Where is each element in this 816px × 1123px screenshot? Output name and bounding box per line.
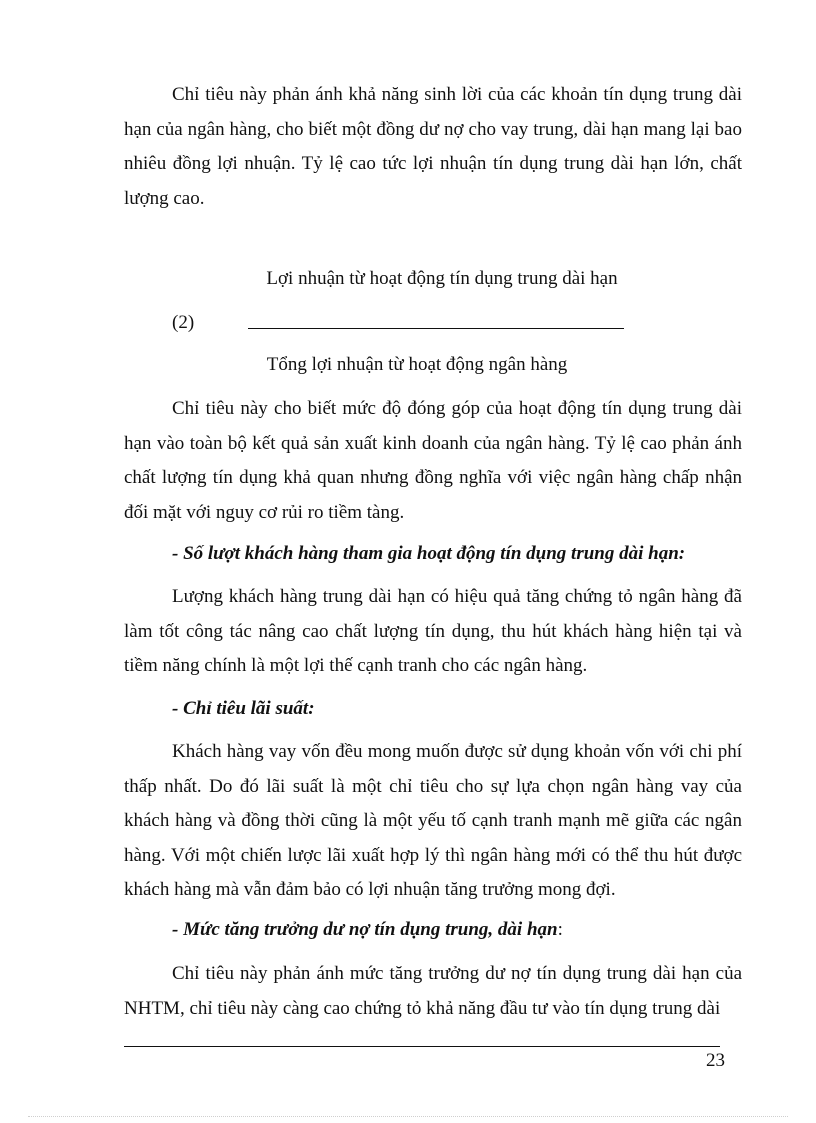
heading-interest-rate: - Chỉ tiêu lãi suất: xyxy=(172,698,315,719)
paragraph-interest-rate: Khách hàng vay vốn đều mong muốn được sử dụng khoản vốn với chi phí thấp nhất. Do đó lãi suất là một chỉ tiêu cho sự lựa chọn ngân hàng vay của khách hàng và đồng thời cũng là một yếu tố cạnh tranh mạnh mẽ giữa các ngân hàng. Với một chiến lược lãi xuất hợp lý thì ngân hàng mới có thể thu hút được khách hàng mà vẫn đảm bảo có lợi nhuận tăng trưởng mong đợi. xyxy=(124,741,742,900)
paragraph-customers: Lượng khách hàng trung dài hạn có hiệu quả tăng chứng tỏ ngân hàng đã làm tốt công tác nâng cao chất lượng tín dụng, thu hút khách hàng hiện tại và tiềm năng chính là một lợi thế cạnh tranh cho các ngân hàng. xyxy=(124,586,742,676)
formula-numerator: Lợi nhuận từ hoạt động tín dụng trung dài hạn xyxy=(266,268,618,289)
page-number: 23 xyxy=(706,1050,725,1071)
page-bottom-border xyxy=(28,1116,788,1117)
formula-denominator: Tổng lợi nhuận từ hoạt động ngân hàng xyxy=(266,354,568,375)
fraction-line xyxy=(248,328,624,329)
paragraph-contribution: Chỉ tiêu này cho biết mức độ đóng góp của hoạt động tín dụng trung dài hạn vào toàn bộ kết quả sản xuất kinh doanh của ngân hàng. Tỷ lệ cao phản ánh chất lượng tín dụng khả quan nhưng đồng nghĩa với việc ngân hàng chấp nhận đối mặt với nguy cơ rủi ro tiềm tàng. xyxy=(124,398,742,523)
heading-loan-growth xyxy=(172,919,752,941)
paragraph-loan-growth: Chỉ tiêu này phản ánh mức tăng trưởng dư nợ tín dụng trung dài hạn của NHTM, chỉ tiêu này càng cao chứng tỏ khả năng đầu tư vào tín dụng trung dài xyxy=(124,963,742,1019)
heading-customer-count: - Số lượt khách hàng tham gia hoạt động tín dụng trung dài hạn: xyxy=(172,543,686,564)
formula-number: (2) xyxy=(172,312,195,333)
heading-loan-growth-colon: : xyxy=(557,919,563,940)
heading-loan-growth-text: - Mức tăng trưởng dư nợ tín dụng trung, dài hạn xyxy=(172,919,558,940)
footer-rule xyxy=(124,1046,720,1047)
paragraph-profitability: Chỉ tiêu này phản ánh khả năng sinh lời của các khoản tín dụng trung dài hạn của ngân hàng, cho biết một đồng dư nợ cho vay trung, dài hạn mang lại bao nhiêu đồng lợi nhuận. Tỷ lệ cao tức lợi nhuận tín dụng trung dài hạn lớn, chất lượng cao. xyxy=(124,84,742,209)
